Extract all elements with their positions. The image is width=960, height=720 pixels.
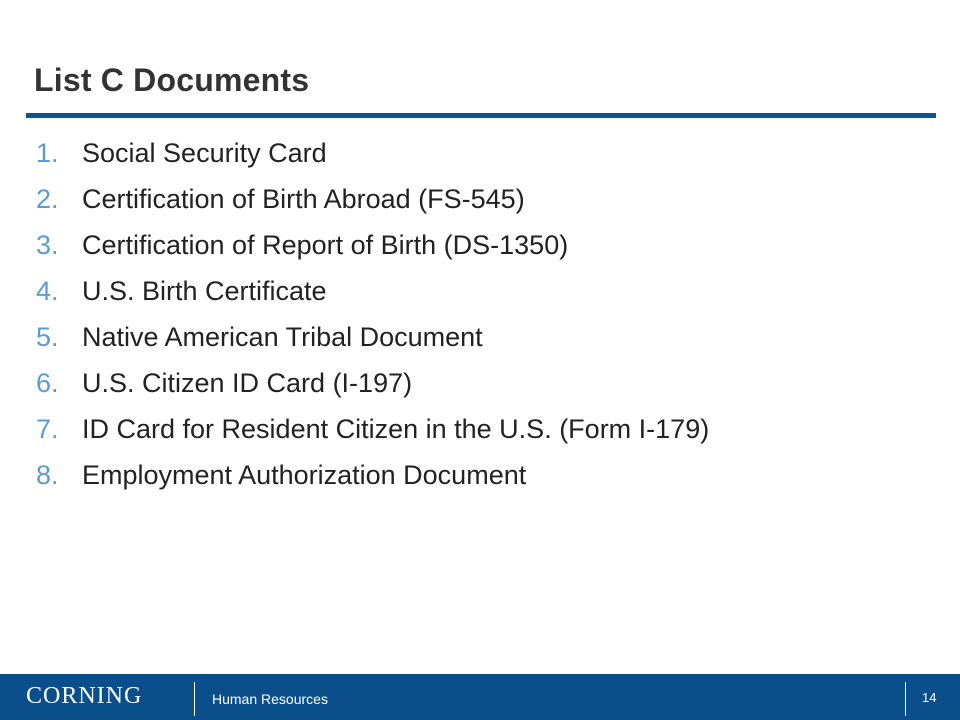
list-item (36, 138, 709, 184)
list-item-text: Social Security Card (82, 138, 327, 168)
page-number: 14 (922, 690, 937, 705)
list-item (36, 460, 709, 506)
list-item-text: Certification of Birth Abroad (FS-545) (82, 184, 525, 214)
list-item-text: U.S. Citizen ID Card (I-197) (82, 368, 413, 398)
list-item-number: 2. (36, 184, 59, 214)
list-item-text: Employment Authorization Document (82, 460, 527, 490)
list-item-number: 5. (36, 322, 59, 352)
list-item-text: U.S. Birth Certificate (82, 276, 327, 306)
list-item-number: 1. (36, 138, 59, 168)
list-item (36, 368, 709, 414)
footer-divider (194, 682, 195, 716)
list-item (36, 230, 709, 276)
title-underline (26, 113, 936, 118)
list-item (36, 276, 709, 322)
list-item (36, 322, 709, 368)
list-item-number: 8. (36, 460, 59, 490)
document-list (36, 138, 709, 506)
list-item-number: 3. (36, 230, 59, 260)
list-item-number: 4. (36, 276, 59, 306)
list-item-text: Certification of Report of Birth (DS-1350) (82, 230, 569, 260)
list-item (36, 414, 709, 460)
slide-title: List C Documents (34, 62, 310, 98)
list-item-number: 6. (36, 368, 59, 398)
list-item-text: Native American Tribal Document (82, 322, 483, 352)
footer-divider-right (905, 682, 906, 716)
corning-logo: CORNING (26, 683, 143, 709)
footer-bar (0, 674, 960, 720)
department-label: Human Resources (212, 691, 328, 707)
list-item-number: 7. (36, 414, 59, 444)
list-item (36, 184, 709, 230)
list-item-text: ID Card for Resident Citizen in the U.S. (Form I-179) (82, 414, 710, 444)
